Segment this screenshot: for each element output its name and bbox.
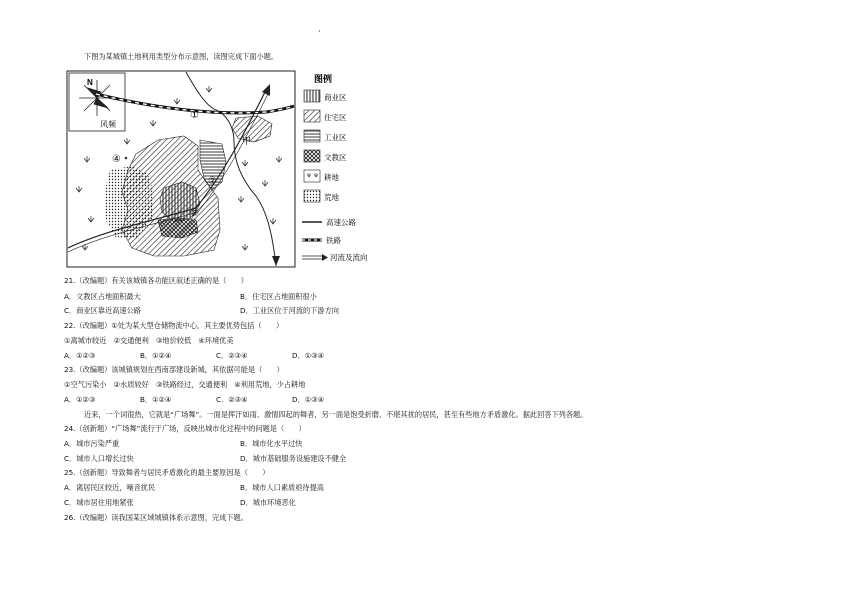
q21-option-d[interactable]: D．工业区位于河流的下游方向 (240, 306, 339, 315)
header-mark: · (318, 27, 321, 37)
q25-stem: 25.（创新题）导致舞者与居民矛盾激化的最主要原因是（ ） (64, 468, 270, 477)
legend-swatch-residential (304, 110, 320, 122)
legend-swatch-river (302, 254, 328, 261)
q23-option-c[interactable]: C．②③④ (216, 395, 248, 404)
q23-stem: 23.（改编题）该城镇规划在西南部建设新城，其依据可能是（ ） (64, 365, 284, 374)
legend-swatch-farmland (304, 170, 320, 182)
q25-option-a[interactable]: A．离居民区较近，噪音扰民 (64, 483, 156, 492)
legend-label-farmland: 耕地 (324, 173, 339, 182)
legend-swatch-education (304, 150, 320, 162)
wind-rose-label: 风频 (100, 120, 116, 129)
legend-title: 图例 (314, 75, 333, 85)
q26-stem: 26.（改编题）读我国某区域城镇体系示意图，完成下题。 (64, 513, 248, 522)
q24-stem: 24.（创新题）“广场舞”流行于广场，反映出城市化过程中的问题是（ ） (64, 424, 306, 433)
q22-conditions: ①离城市较近 ②交通便利 ③地价较低 ④环境优美 (64, 336, 234, 345)
legend-label-residential: 住宅区 (324, 113, 347, 122)
label-circle-3: ③ (190, 208, 199, 219)
q22-option-d[interactable]: D．①③④ (292, 351, 325, 360)
legend-swatch-commercial (304, 90, 320, 102)
label-circle-1: ① (190, 110, 199, 121)
passage-text: 近来，一个词很热，它就是“广场舞”。一面是挥汗如雨、激情四起的舞者，另一面是饱受折磨、不堪其扰的居民，甚至有些地方矛盾激化。据此回答下列各题。 (84, 410, 588, 419)
q24-option-d[interactable]: D．城市基础服务设施建设不健全 (240, 454, 347, 463)
legend-label-commercial: 商业区 (324, 93, 347, 102)
compass-north: N (87, 78, 93, 87)
q23-option-d[interactable]: D．①③④ (292, 395, 325, 404)
land-use-map (66, 70, 378, 270)
q24-option-a[interactable]: A．城市污染严重 (64, 439, 120, 448)
label-circle-4: ④ (112, 154, 121, 165)
legend-label-industrial: 工业区 (324, 133, 347, 142)
label-circle-2: ② (208, 176, 217, 187)
q24-option-b[interactable]: B．城市化水平过快 (240, 439, 303, 448)
q21-stem: 21.（改编题）有关该城镇各功能区叙述正确的是（ ） (64, 276, 248, 285)
legend-label-highway: 高速公路 (326, 218, 356, 227)
legend-label-education: 文教区 (324, 153, 347, 162)
q23-option-b[interactable]: B．①②④ (140, 395, 172, 404)
q22-option-a[interactable]: A．①②③ (64, 351, 96, 360)
legend-label-river: 河流及流向 (330, 253, 368, 262)
q24-option-c[interactable]: C．城市人口增长过快 (64, 454, 134, 463)
legend-label-railway: 铁路 (326, 236, 341, 245)
label-jia: 甲 (242, 137, 252, 147)
q22-option-b[interactable]: B．①②④ (140, 351, 172, 360)
map-legend (302, 73, 368, 262)
legend-swatch-industrial (304, 130, 320, 142)
q22-option-c[interactable]: C．②③④ (216, 351, 248, 360)
intro-text: 下图为某城镇土地利用类型分布示意图，读图完成下面小题。 (84, 52, 279, 61)
q23-conditions: ①空气污染小 ②水质较好 ③铁路经过，交通便利 ④利用荒地，少占耕地 (64, 380, 306, 389)
q21-option-a[interactable]: A．文教区占地面积最大 (64, 292, 141, 301)
q21-option-b[interactable]: B．住宅区占地面积很小 (240, 292, 317, 301)
q25-option-d[interactable]: D．城市环境恶化 (240, 498, 296, 507)
legend-swatch-wasteland (304, 190, 320, 202)
q23-option-a[interactable]: A．①②③ (64, 395, 96, 404)
q25-option-c[interactable]: C．城市居住用地紧张 (64, 498, 134, 507)
q25-option-b[interactable]: B．城市人口素质亟待提高 (240, 483, 324, 492)
q21-option-c[interactable]: C．商业区靠近高速公路 (64, 306, 141, 315)
q22-stem: 22.（改编题）①处为某大型仓储物流中心，其主要优势包括（ ） (64, 321, 284, 330)
legend-label-wasteland: 荒地 (324, 193, 339, 202)
